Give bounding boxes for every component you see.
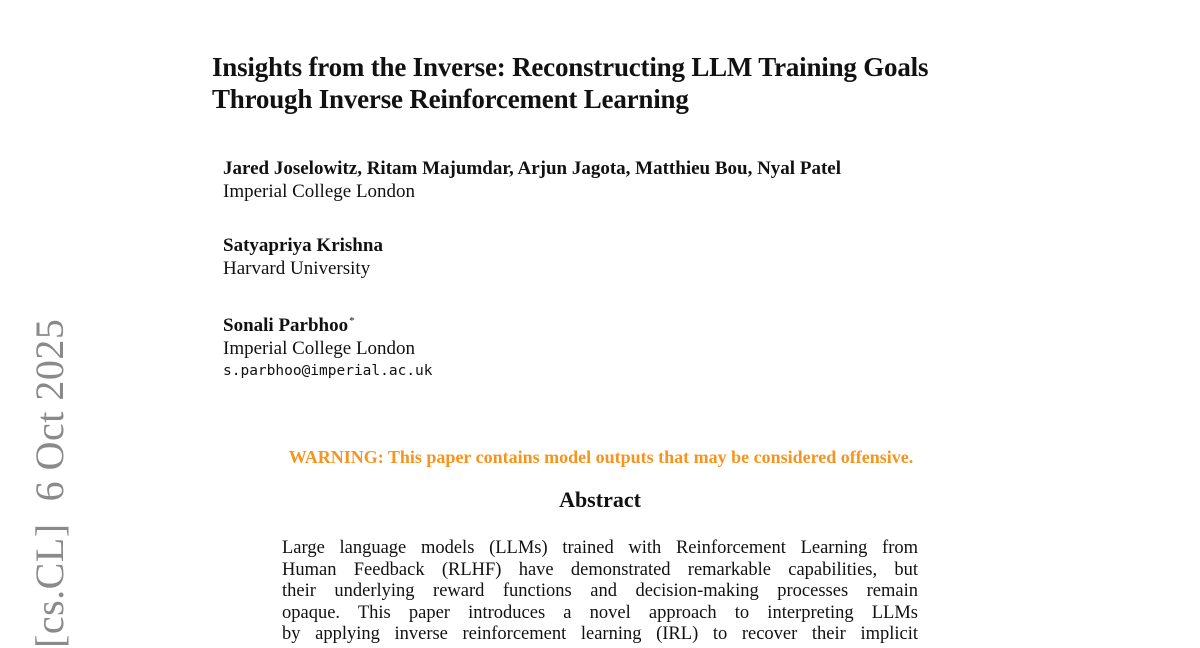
paper-title-line: Insights from the Inverse: Reconstructing LLM Training Goals	[212, 52, 929, 82]
abstract-line: Large language models (LLMs) trained with Reinforcement Learning from	[282, 538, 918, 558]
arxiv-date: 6 Oct 2025	[27, 318, 72, 502]
arxiv-stamp	[28, 319, 72, 648]
author-names: Satyapriya Krishna	[223, 235, 383, 256]
author-group	[223, 157, 983, 203]
abstract-line: Human Feedback (RLHF) have demonstrated remarkable capabilities, but	[282, 559, 918, 580]
paper-title-line: Through Inverse Reinforcement Learning	[212, 84, 689, 114]
content-warning	[0, 445, 1200, 469]
author-name: Sonali Parbhoo	[223, 315, 349, 336]
abstract-line: by applying inverse reinforcement learning (IRL) to recover their implicit	[282, 624, 918, 644]
paper-title	[212, 51, 1072, 115]
author-group	[223, 234, 983, 280]
abstract-line: opaque. This paper introduces a novel approach to interpreting LLMs	[282, 602, 918, 623]
author-affiliation: Imperial College London	[223, 338, 416, 359]
abstract-body	[282, 538, 918, 646]
abstract-line: their underlying reward functions and decision-making processes remain	[282, 581, 918, 601]
author-email: s.parbhoo@imperial.ac.uk	[223, 363, 433, 379]
author-names: Jared Joselowitz, Ritam Majumdar, Arjun Jagota, Matthieu Bou, Nyal Patel	[223, 158, 841, 179]
abstract-heading: Abstract	[559, 487, 641, 512]
author-affiliation: Imperial College London	[223, 181, 416, 202]
content-warning-text: WARNING: This paper contains model outputs that may be considered offensive.	[288, 447, 914, 467]
author-names	[223, 310, 983, 337]
arxiv-category: [cs.CL]	[27, 523, 72, 648]
author-affiliation: Harvard University	[223, 258, 371, 279]
author-group	[223, 310, 983, 382]
corresponding-author-marker: *	[349, 315, 355, 327]
